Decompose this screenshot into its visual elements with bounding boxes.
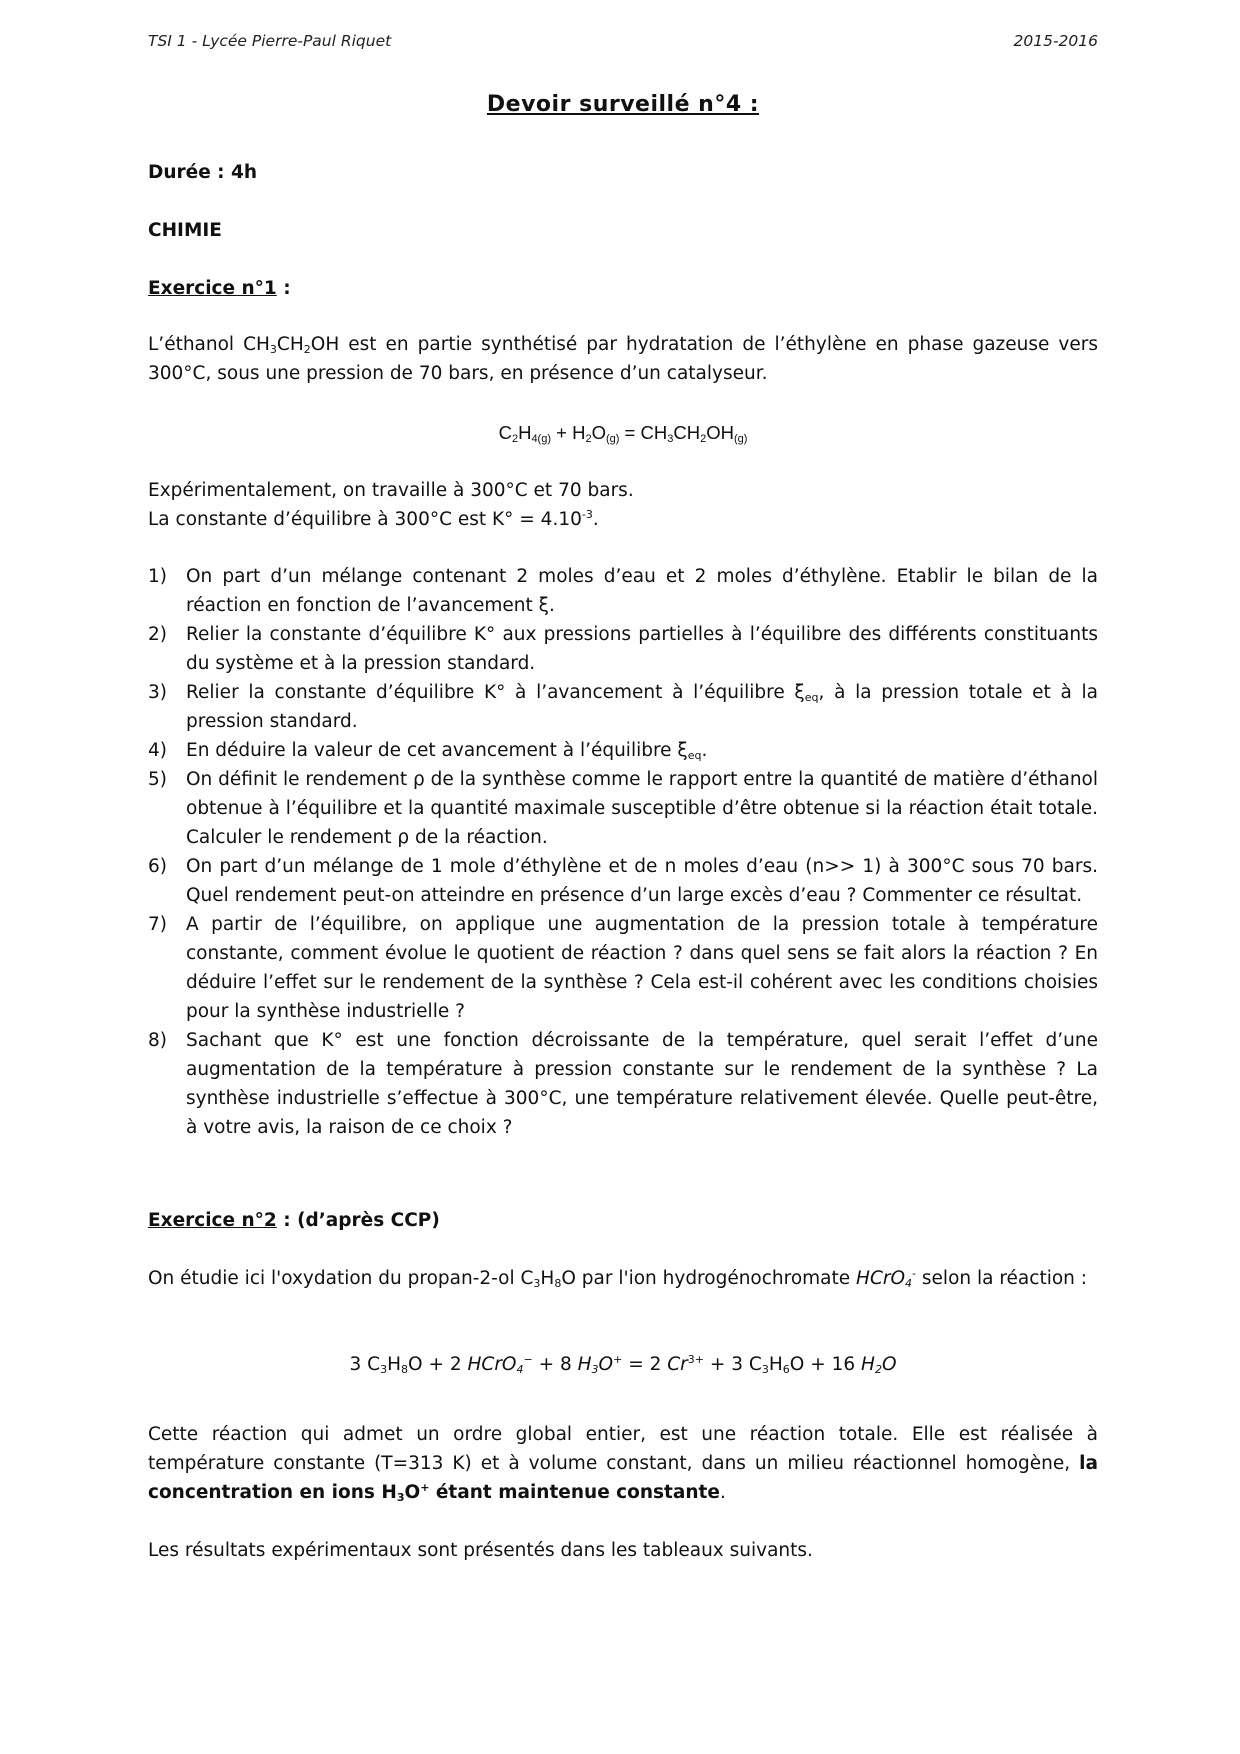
exp-line-1: Expérimentalement, on travaille à 300°C et 70 bars. — [148, 480, 634, 501]
exercise-1-heading — [148, 274, 1098, 303]
eq-part: 3 C — [349, 1354, 381, 1375]
eq-part: O + 16 — [789, 1354, 862, 1375]
intro-text: O par l'ion hydrogénochromate — [561, 1268, 857, 1289]
question-text: . — [701, 740, 708, 761]
exp-line-2 — [148, 505, 1098, 534]
exercise-2-closing: Les résultats expérimentaux sont présentés dans les tableaux suivants. — [148, 1540, 813, 1561]
exp-text: La constante d’équilibre à 300°C est K° = 4.10 — [148, 509, 582, 530]
equation-2: 3 $C_3H_8O + 2$ HCrO$_4$− + 8 $H_3O^+ = 2$ $Cr^{3+} + 3$ $C_3H_6O + 16$ $H_2O$ — [349, 1353, 897, 1376]
para-text: Cette réaction qui admet un ordre global entier, est une réaction totale. Elle est réalisée à température constante (T=313 K) et à volume constant, dans un milieu réactionnel homogène, — [148, 1424, 1098, 1474]
question-text: On définit le rendement ρ de la synthèse comme le rapport entre la quantité de matière d’éthanol obtenue à l’équilibre et la quantité maximale susceptible d’être obtenue si la réaction était totale. Calculer le rendement ρ de la réaction. — [186, 769, 1099, 848]
question-number: 3) — [148, 682, 167, 703]
para-bold: la concentration en ions H — [148, 1453, 1098, 1503]
eq-part: HCrO — [467, 1354, 517, 1375]
question-number: 6) — [148, 856, 167, 877]
para-bold-sub: 3 — [396, 1491, 405, 1504]
eq-sup: + — [613, 1353, 623, 1366]
question-5 — [148, 765, 1098, 852]
question-text: Sachant que K° est une fonction décroissante de la température, quel serait l’effet d’une augmentation de la température à pression constante sur le rendement de la synthèse ? La synthèse industrielle s’effectue à 300°C, une température relativement élevée. Quelle peut-être, à votre avis, la raison de ce choix ? — [186, 1030, 1098, 1138]
question-3 — [148, 678, 1098, 736]
question-text: En déduire la valeur de cet avancement à l’équilibre ξ — [186, 740, 688, 761]
question-1 — [148, 562, 1098, 620]
page-title: Devoir surveillé n°4 : — [486, 92, 760, 117]
question-number: 8) — [148, 1030, 167, 1051]
question-text: A partir de l’équilibre, on applique une augmentation de la pression totale à température constante, comment évolue le quotient de réaction ? dans quel sens se fait alors la réaction ? En déduire l’effet sur le rendement de la synthèse ? Cela est-il cohérent avec les conditions choisies pour la synthèse industrielle ? — [186, 914, 1098, 1022]
exercise-1-heading-suffix: : — [276, 278, 291, 299]
exercise-2-intro: On étudie ici l'oxydation du propan-2-ol $C_3H_8O$ par l'ion hydrogénochromate HCrO$_4$- selon la réaction : — [148, 1267, 1087, 1290]
question-text: Relier la constante d’équilibre K° à l’avancement à l’équilibre ξ — [186, 682, 805, 703]
exercise-2-heading — [148, 1206, 1098, 1235]
eq-part: O + 2 — [408, 1354, 468, 1375]
eq-part: = 2 — [622, 1354, 668, 1375]
question-7 — [148, 910, 1098, 1026]
eq-part: + H — [551, 422, 586, 443]
exercise-2-heading-suffix: : (d’après CCP) — [276, 1210, 440, 1231]
eq-sub: (g) — [733, 433, 748, 445]
exercise-1-questions — [148, 562, 1098, 1142]
intro-text: On étudie ici l'oxydation du propan-2-ol C — [148, 1268, 534, 1289]
question-number: 4) — [148, 740, 167, 761]
eq-part: = CH — [619, 422, 668, 443]
para-text: . — [719, 1482, 726, 1503]
exercise-1-intro: L’éthanol $CH_3CH_2OH$ est en partie synthétisé par hydratation de l’éthylène en phase gazeuse vers 300°C, sous une pression de 70 bars, en présence d’un catalyseur. — [148, 334, 1098, 384]
eq-part: + 8 — [532, 1354, 578, 1375]
question-number: 2) — [148, 624, 167, 645]
para-bold: étant maintenue constante — [429, 1482, 720, 1503]
intro-text: H — [540, 1268, 555, 1289]
duration: Durée : 4h — [148, 162, 258, 183]
intro-text: CH — [276, 334, 304, 355]
eq-part: + 3 C — [704, 1354, 762, 1375]
eq-part: H — [861, 1354, 875, 1375]
eq-sub: 4 — [516, 1363, 524, 1376]
question-number: 7) — [148, 914, 167, 935]
question-text: , à la pression totale et à la pression standard. — [186, 682, 1098, 732]
question-sub: eq — [804, 691, 819, 704]
intro-ion: HCrO — [856, 1268, 906, 1289]
question-text: On part d’un mélange contenant 2 moles d’eau et 2 moles d’éthylène. Etablir le bilan de la réaction en fonction de l’avancement ξ. — [186, 566, 1098, 616]
eq-part: H — [518, 422, 532, 443]
eq-part: Cr — [667, 1354, 688, 1375]
exp-sup: -3 — [581, 508, 593, 521]
question-text: On part d’un mélange de 1 mole d’éthylène et de n moles d’eau (n>> 1) à 300°C sous 70 bars. Quel rendement peut-on atteindre en présence d’un large excès d’eau ? Commenter ce résultat. — [186, 856, 1098, 906]
intro-ion-sub: 4 — [905, 1277, 913, 1290]
eq-part: O — [598, 1354, 614, 1375]
eq-sup: 3+ — [687, 1353, 704, 1366]
intro-text: OH est en partie synthétisé par hydratation de l’éthylène en phase gazeuse vers 300°C, sous une pression de 70 bars, en présence d’un catalyseur. — [148, 334, 1098, 384]
intro-text: L’éthanol CH — [148, 334, 270, 355]
exercise-2-paragraph — [148, 1420, 1098, 1507]
question-4 — [148, 736, 1098, 765]
eq-part: H — [768, 1354, 783, 1375]
question-text: Relier la constante d’équilibre K° aux pressions partielles à l’équilibre des différents constituants du système et à la pression standard. — [186, 624, 1098, 674]
intro-text: selon la réaction : — [916, 1268, 1087, 1289]
question-number: 1) — [148, 566, 167, 587]
eq-sub: 2 — [874, 1363, 882, 1376]
exercise-2-heading-text: Exercice n°2 — [148, 1210, 277, 1231]
question-sub: eq — [687, 749, 702, 762]
question-2 — [148, 620, 1098, 678]
eq-sup: − — [523, 1353, 533, 1366]
section-title: CHIMIE — [148, 220, 222, 241]
eq-sub: (g) — [605, 433, 620, 445]
eq-part: H — [387, 1354, 401, 1375]
equation-1: $C_2H_{4(g)} + H_2O_{(g)} = CH_3CH_2OH_{(g)}$ — [498, 422, 748, 445]
eq-part: CH — [673, 422, 701, 443]
experimental-conditions — [148, 476, 1098, 534]
intro-ion-sup: - — [912, 1267, 917, 1280]
header-year: 2015-2016 — [1013, 32, 1098, 50]
eq-sub: 3 — [591, 1363, 599, 1376]
question-6 — [148, 852, 1098, 910]
eq-part: O — [591, 422, 606, 443]
question-8 — [148, 1026, 1098, 1142]
question-number: 5) — [148, 769, 167, 790]
eq-part: OH — [706, 422, 734, 443]
eq-part: C — [498, 422, 512, 443]
eq-part: H — [577, 1354, 592, 1375]
exercise-1-heading-text: Exercice n°1 — [148, 278, 277, 299]
para-bold: O — [404, 1482, 421, 1503]
header-school: TSI 1 - Lycée Pierre-Paul Riquet — [148, 32, 392, 50]
exp-text: . — [592, 509, 599, 530]
eq-sub: 4(g) — [531, 433, 551, 445]
eq-part: O — [881, 1354, 897, 1375]
para-bold-sup: + — [420, 1481, 430, 1494]
